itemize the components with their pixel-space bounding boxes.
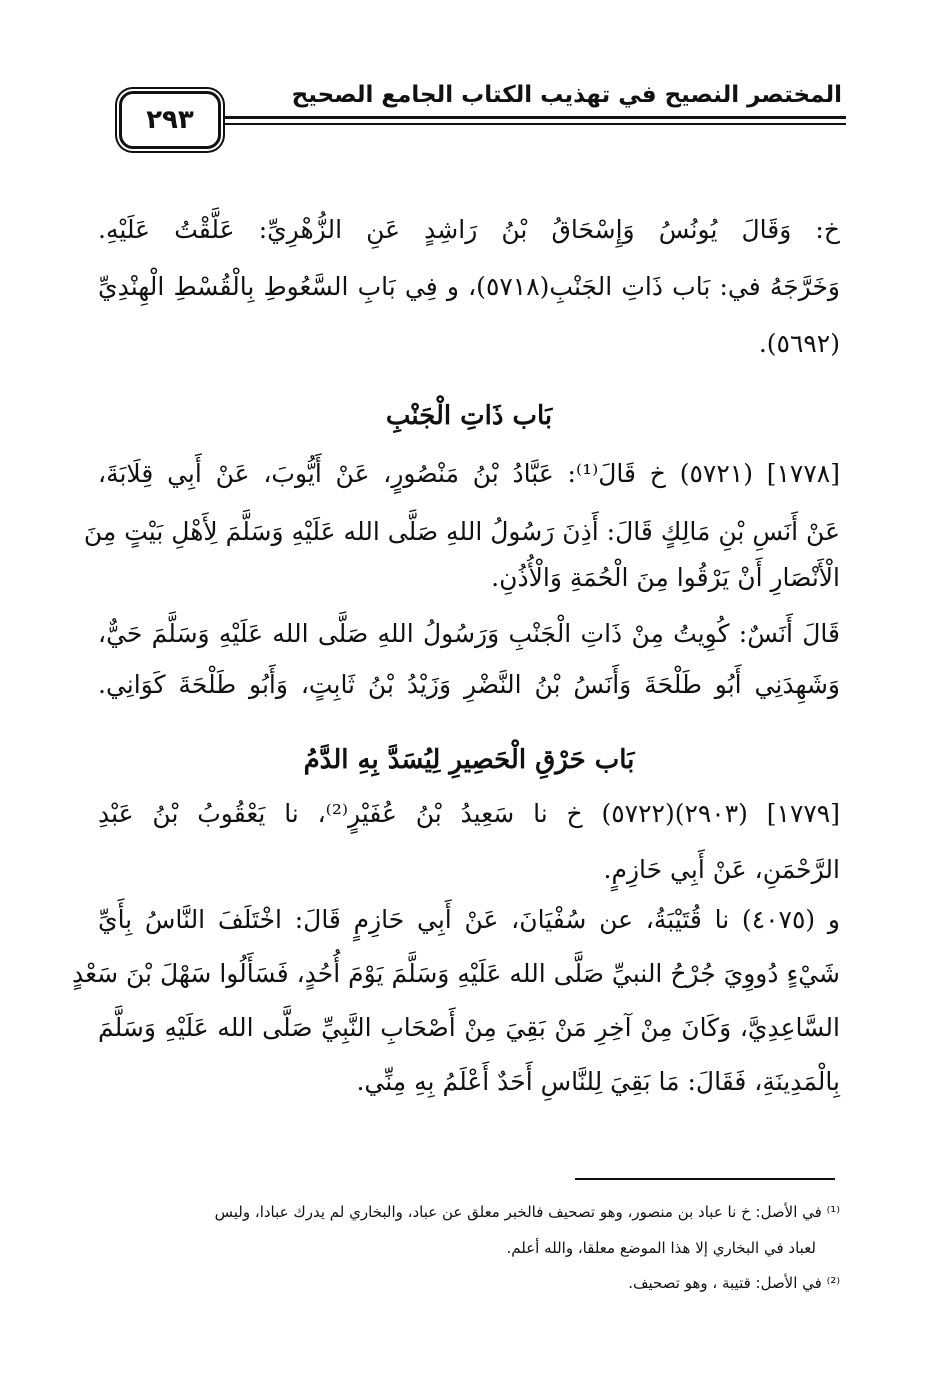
body-line: بِالْمَدِينَةِ، فَقَالَ: مَا بَقِيَ لِلنَّاسِ أَحَدٌ أَعْلَمُ بِهِ مِنِّي. — [356, 1067, 840, 1096]
chapter-heading: بَاب حَرْقِ الْحَصِيرِ لِيُسَدَّ بِهِ الدَّمُ — [303, 745, 635, 775]
footnote-1-continued: لعباد في البخاري إلا هذا الموضع معلقا، والله أعلم. — [506, 1239, 816, 1257]
body-line: وَشَهِدَنِي أَبُو طَلْحَةَ وَأَنَسُ بْنُ النَّضْرِ وَزَيْدُ بْنُ ثَابِتٍ، وَأَبُو طَلْحَةَ كَوَانِي. — [98, 670, 840, 699]
footnote-2: ⁽²⁾ في الأصل: قتيبة ، وهو تصحيف. — [628, 1274, 840, 1292]
footnote-1: ⁽¹⁾ في الأصل: خ نا عباد بن منصور، وهو تصحيف فالخبر معلق عن عباد، والبخاري لم يدرك عبادا، وليس — [214, 1203, 840, 1221]
body-line: خ: وَقَالَ يُونُسُ وَإِسْحَاقُ بْنُ رَاشِدٍ عَنِ الزُّهْرِيِّ: عَلَّقْتُ عَلَيْهِ. — [98, 215, 840, 244]
body-line: شَيْءٍ دُووِيَ جُرْحُ النبيِّ صَلَّى الله عَلَيْهِ وَسَلَّمَ يَوْمَ أُحُدٍ، فَسَأَلُوا سَهْلَ بْنَ سَعْدٍ — [71, 959, 840, 988]
body-line: وَخَرَّجَهُ في: بَاب ذَاتِ الجَنْبِ(٥٧١٨)، و فِي بَابِ السَّعُوطِ بِالْقُسْطِ الْهِنْدِيِّ — [98, 272, 840, 301]
header-rule — [222, 116, 846, 119]
page-number: ٢٩٣ — [119, 91, 221, 149]
body-line: الرَّحْمَنِ، عَنْ أَبِي حَازِمٍ. — [603, 855, 840, 884]
body-line: (٥٦٩٢). — [758, 329, 840, 358]
footnote-separator — [575, 1178, 835, 1180]
body-line: الْأَنْصَارِ أَنْ يَرْقُوا مِنَ الْحُمَةِ وَالْأُذُنِ. — [491, 563, 840, 592]
body-line: [١٧٧٩] (٢٩٠٣)(٥٧٢٢) خ نا سَعِيدُ بْنُ عُفَيْرٍ⁽²⁾، نا يَعْقُوبُ بْنُ عَبْدِ — [98, 799, 840, 828]
body-line: السَّاعِدِيَّ، وَكَانَ مِنْ آخِرِ مَنْ بَقِيَ مِنْ أَصْحَابِ النَّبِيِّ صَلَّى الله عَلَيْهِ وَسَلَّمَ — [98, 1013, 840, 1042]
body-line: [١٧٧٨] (٥٧٢١) خ قَالَ⁽¹⁾: عَبَّادُ بْنُ مَنْصُورٍ، عَنْ أَيُّوبَ، عَنْ أَبِي قِلَابَةَ، — [98, 459, 840, 488]
header-rule-double — [222, 123, 846, 125]
chapter-heading: بَاب ذَاتِ الْجَنْبِ — [385, 401, 553, 431]
running-title: المختصر النصيح في تهذيب الكتاب الجامع الصحيح — [291, 82, 842, 108]
body-line: عَنْ أَنَسِ بْنِ مَالِكٍ قَالَ: أَذِنَ رَسُولُ اللهِ صَلَّى الله عَلَيْهِ وَسَلَّمَ لِأَهْلِ بَيْتٍ مِنَ — [83, 517, 840, 546]
body-line: و (٤٠٧٥) نا قُتَيْبَةُ، عن سُفْيَانَ، عَنْ أَبِي حَازِمٍ قَالَ: اخْتَلَفَ النَّاسُ بِأَيِّ — [98, 905, 840, 934]
body-line: قَالَ أَنَسٌ: كُوِيتُ مِنْ ذَاتِ الْجَنْبِ وَرَسُولُ اللهِ صَلَّى الله عَلَيْهِ وَسَلَّمَ حَيٌّ، — [98, 619, 840, 648]
